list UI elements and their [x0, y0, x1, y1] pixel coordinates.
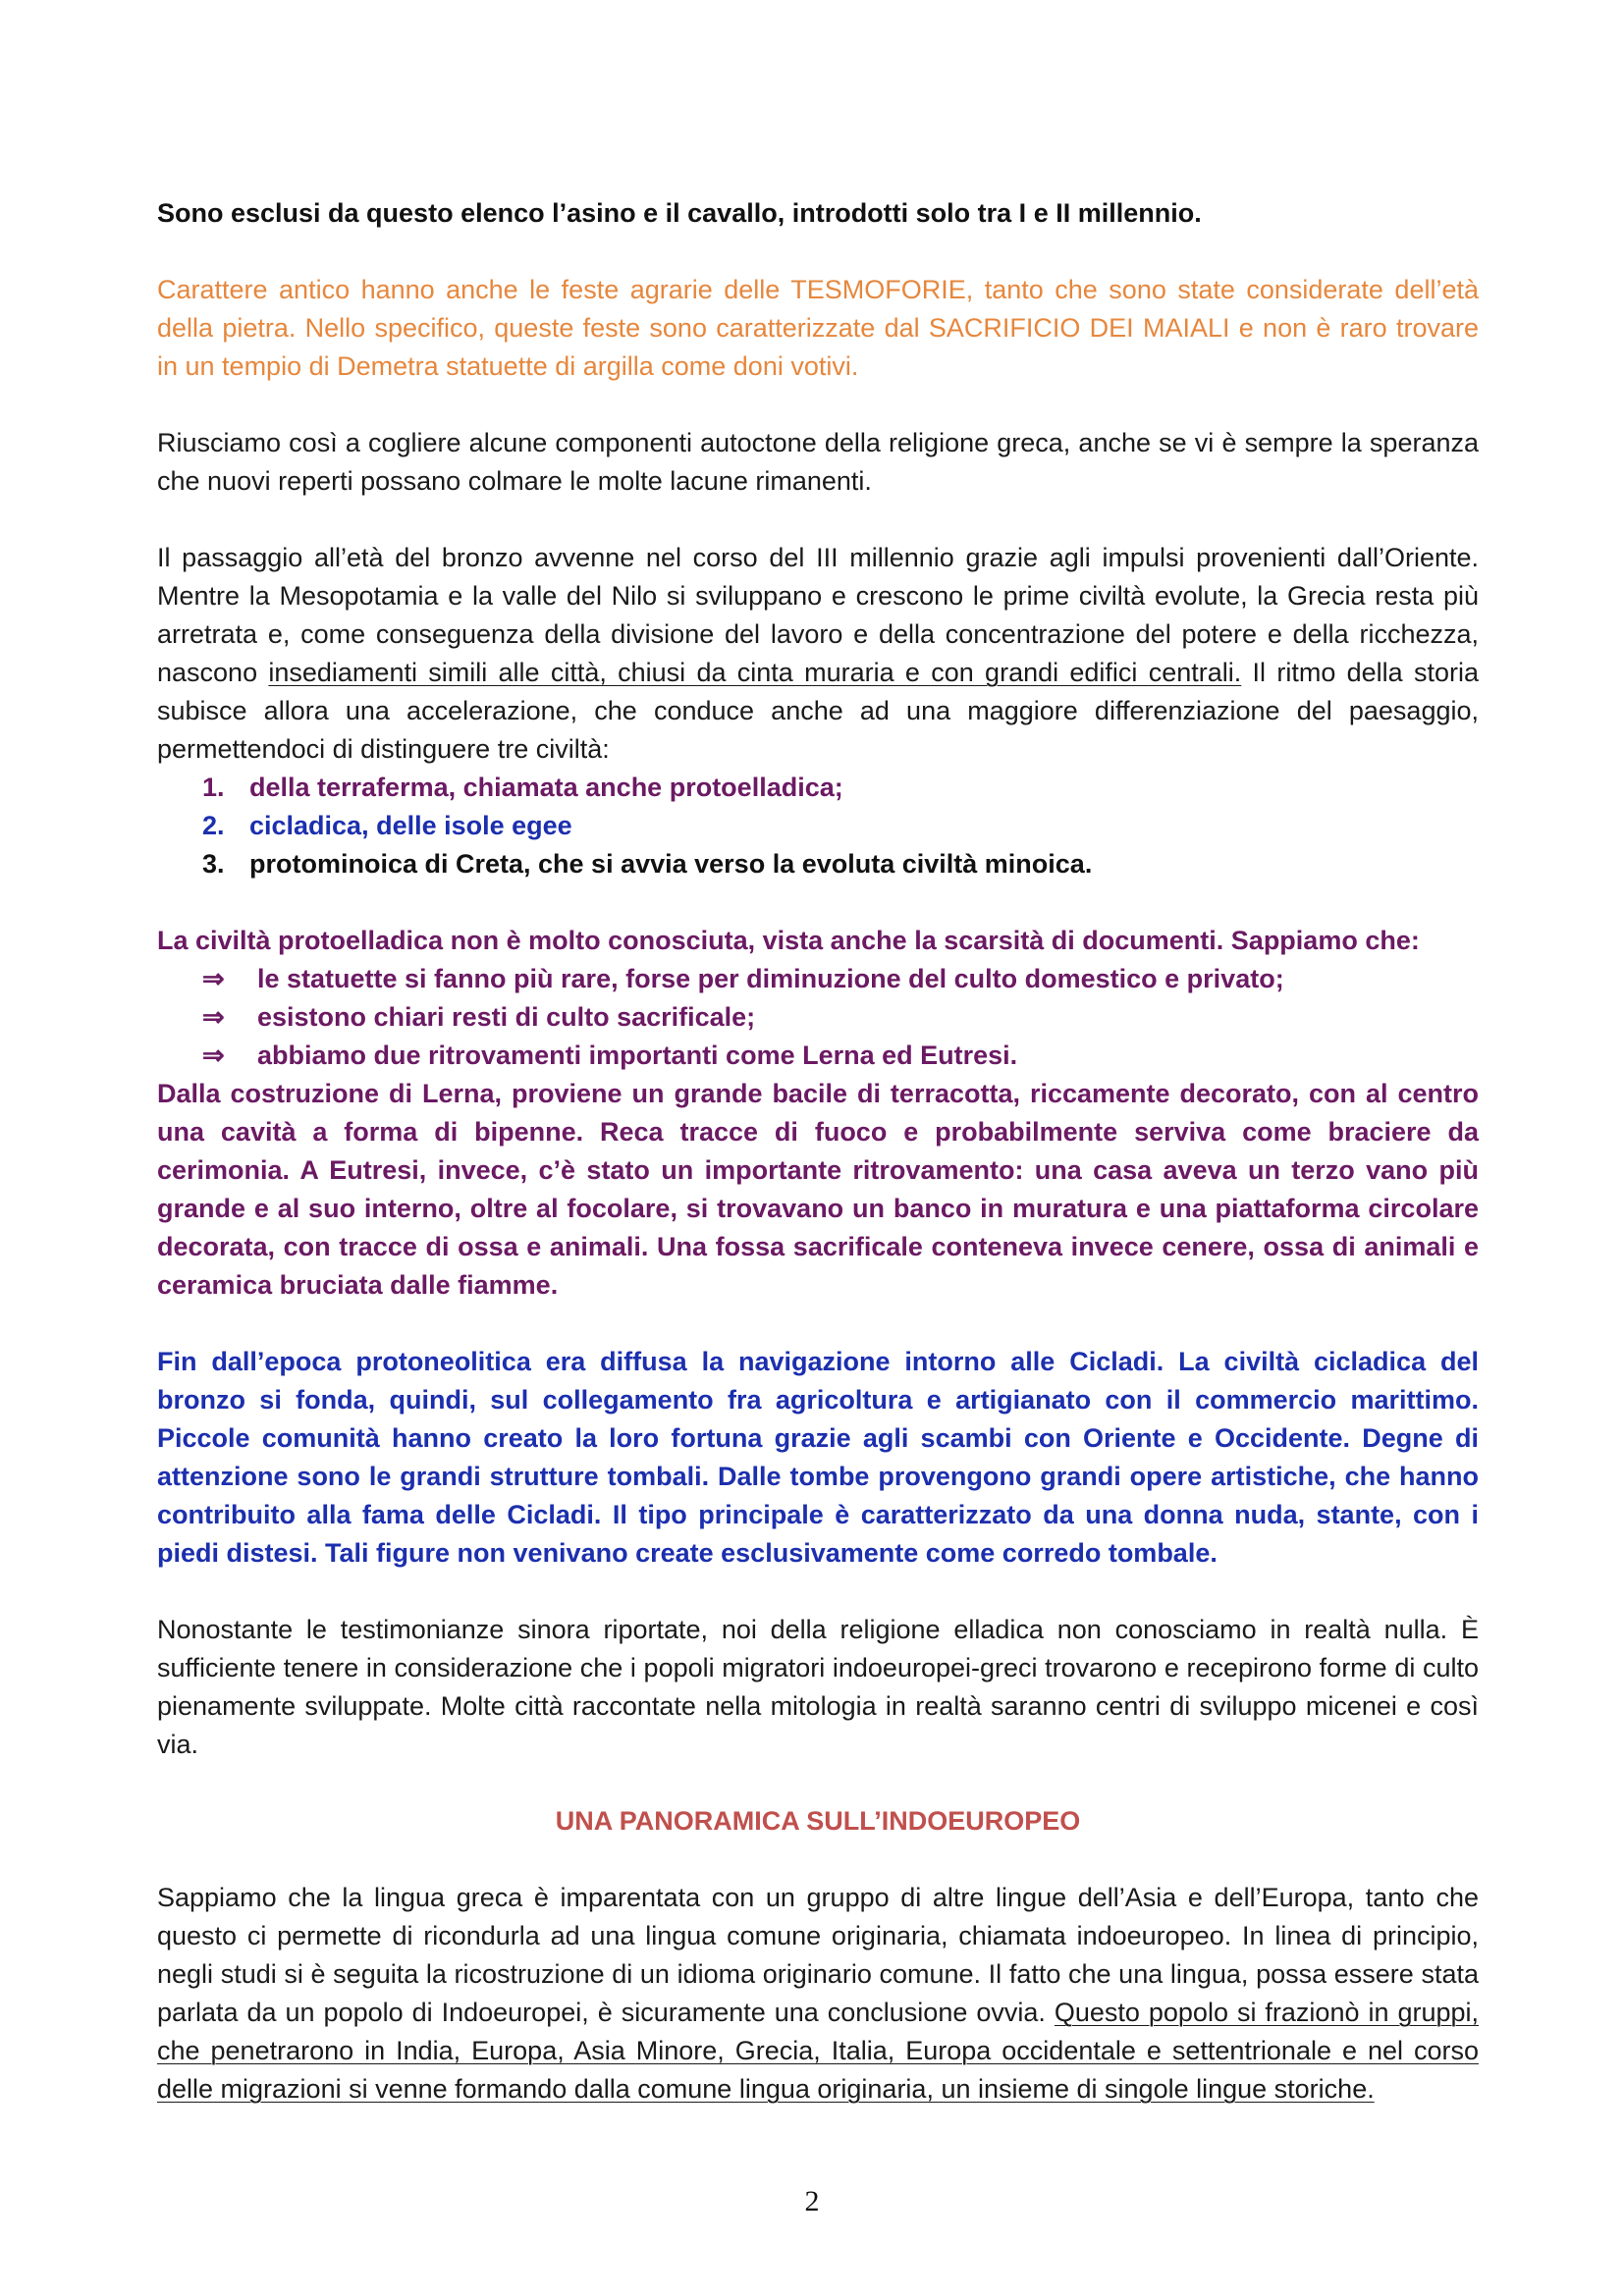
list-item-text: della terraferma, chiamata anche protoelladica;: [249, 773, 843, 802]
bullet-text: abbiamo due ritrovamenti importanti come Lerna ed Eutresi.: [257, 1041, 1018, 1070]
list-item: [157, 1037, 1479, 1075]
paragraph-lerna-eutresi: Dalla costruzione di Lerna, proviene un grande bacile di terracotta, riccamente decorato, con al centro una cavità a forma di bipenne. Reca tracce di fuoco e probabilmente serviva come braciere da cerimonia. A Eutresi, invece, c’è stato un importante ritrovamento: una casa aveva un terzo vano più grande e al suo interno, oltre al focolare, si trovavano un banco in muratura e una piattaforma circolare decorata, con tracce di ossa e animali. Una fossa sacrificale conteneva invece cenere, ossa di animali e ceramica bruciata dalle fiamme.: [157, 1079, 1479, 1300]
page-number: 2: [804, 2185, 820, 2217]
bronze-age-text: Il passaggio all’età del bronzo avvenne nel corso del III millennio grazie agli impulsi provenienti dall’Oriente. Mentre la Mesopotamia e la valle del Nilo si sviluppano e crescono le prime civiltà evolute, la Grecia resta più arretrata e, come conseguenza della divisione del lavoro e della concentrazione del potere e della ricchezza, nascono: [157, 543, 1479, 687]
paragraph-indoeuropean: [157, 1879, 1479, 2109]
paragraph-protohelladic: La civiltà protoelladica non è molto conosciuta, vista anche la scarsità di documenti. Sappiamo che:: [157, 926, 1420, 955]
list-number: 1.: [202, 773, 225, 802]
paragraph-helladic-religion: Nonostante le testimonianze sinora riportate, noi della religione elladica non conosciamo in realtà nulla. È sufficiente tenere in considerazione che i popoli migratori indoeuropei-greci trovarono e recepirono forme di culto pienamente sviluppate. Molte città raccontate nella mitologia in realtà saranno centri di sviluppo micenei e così via.: [157, 1615, 1479, 1759]
paragraph-tesmoforie: Carattere antico hanno anche le feste agrarie delle TESMOFORIE, tanto che sono state considerate dell’età della pietra. Nello specifico, queste feste sono caratterizzate dal SACRIFICIO DEI MAIALI e non è raro trovare in un tempio di Demetra statuette di argilla come doni votivi.: [157, 275, 1479, 381]
paragraph-excluded-animals: Sono esclusi da questo elenco l’asino e il cavallo, introdotti solo tra I e II millennio.: [157, 198, 1202, 228]
document-page: [157, 194, 1479, 2109]
list-number: 3.: [202, 849, 225, 879]
list-item: [157, 960, 1479, 998]
bullet-text: esistono chiari resti di culto sacrificale;: [257, 1002, 756, 1032]
paragraph-cyclades: Fin dall’epoca protoneolitica era diffusa la navigazione intorno alle Cicladi. La civiltà cicladica del bronzo si fonda, quindi, sul collegamento fra agricoltura e artigianato con il commercio marittimo. Piccole comunità hanno creato la loro fortuna grazie agli scambi con Oriente e Occidente. Degne di attenzione sono le grandi strutture tombali. Dalle tombe provengono grandi opere artistiche, che hanno contribuito alla fama delle Cicladi. Il tipo principale è caratterizzato da una donna nuda, stante, con i piedi distesi. Tali figure non venivano create esclusivamente come corredo tombale.: [157, 1347, 1479, 1568]
arrow-icon: ⇒: [202, 964, 225, 993]
bullet-text: le statuette si fanno più rare, forse per diminuzione del culto domestico e privato;: [257, 964, 1284, 993]
bronze-age-text-end: Il ritmo della storia subisce allora una accelerazione, che conduce anche ad una maggiore differenziazione del paesaggio, permettendoci di distinguere tre civiltà:: [157, 658, 1479, 764]
list-item-text: cicladica, delle isole egee: [249, 811, 572, 840]
underlined-settlements: insediamenti simili alle città, chiusi da cinta muraria e con grandi edifici centrali.: [268, 658, 1242, 687]
arrow-icon: ⇒: [202, 1041, 225, 1070]
list-number: 2.: [202, 811, 225, 840]
paragraph-bronze-age: [157, 539, 1479, 769]
list-item: [157, 998, 1479, 1037]
indoeuropean-text: Sappiamo che la lingua greca è imparentata con un gruppo di altre lingue dell’Asia e dell’Europa, tanto che questo ci permette di ricondurla ad una lingua comune originaria, chiamata indoeuropeo. In linea di principio, negli studi si è seguita la ricostruzione di un idioma originario comune. Il fatto che una lingua, possa essere stata parlata da un popolo di Indoeuropei, è sicuramente una conclusione ovvia.: [157, 1883, 1479, 2027]
list-item: [157, 769, 1479, 807]
civilizations-list: [157, 769, 1479, 883]
protohelladic-bullets: [157, 960, 1479, 1075]
section-heading: UNA PANORAMICA SULL’INDOEUROPEO: [555, 1806, 1081, 1836]
paragraph-autochthonous: Riusciamo così a cogliere alcune componenti autoctone della religione greca, anche se vi è sempre la speranza che nuovi reperti possano colmare le molte lacune rimanenti.: [157, 428, 1479, 496]
underlined-migrations: Questo popolo si frazionò in gruppi, che penetrarono in India, Europa, Asia Minore, Grecia, Italia, Europa occidentale e settentrionale e nel corso delle migrazioni si venne formando dalla comune lingua originaria, un insieme di singole lingue storiche.: [157, 1998, 1480, 2104]
list-item-text: protominoica di Creta, che si avvia verso la evoluta civiltà minoica.: [249, 849, 1093, 879]
arrow-icon: ⇒: [202, 1002, 225, 1032]
list-item: [157, 807, 1479, 845]
list-item: [157, 845, 1479, 883]
